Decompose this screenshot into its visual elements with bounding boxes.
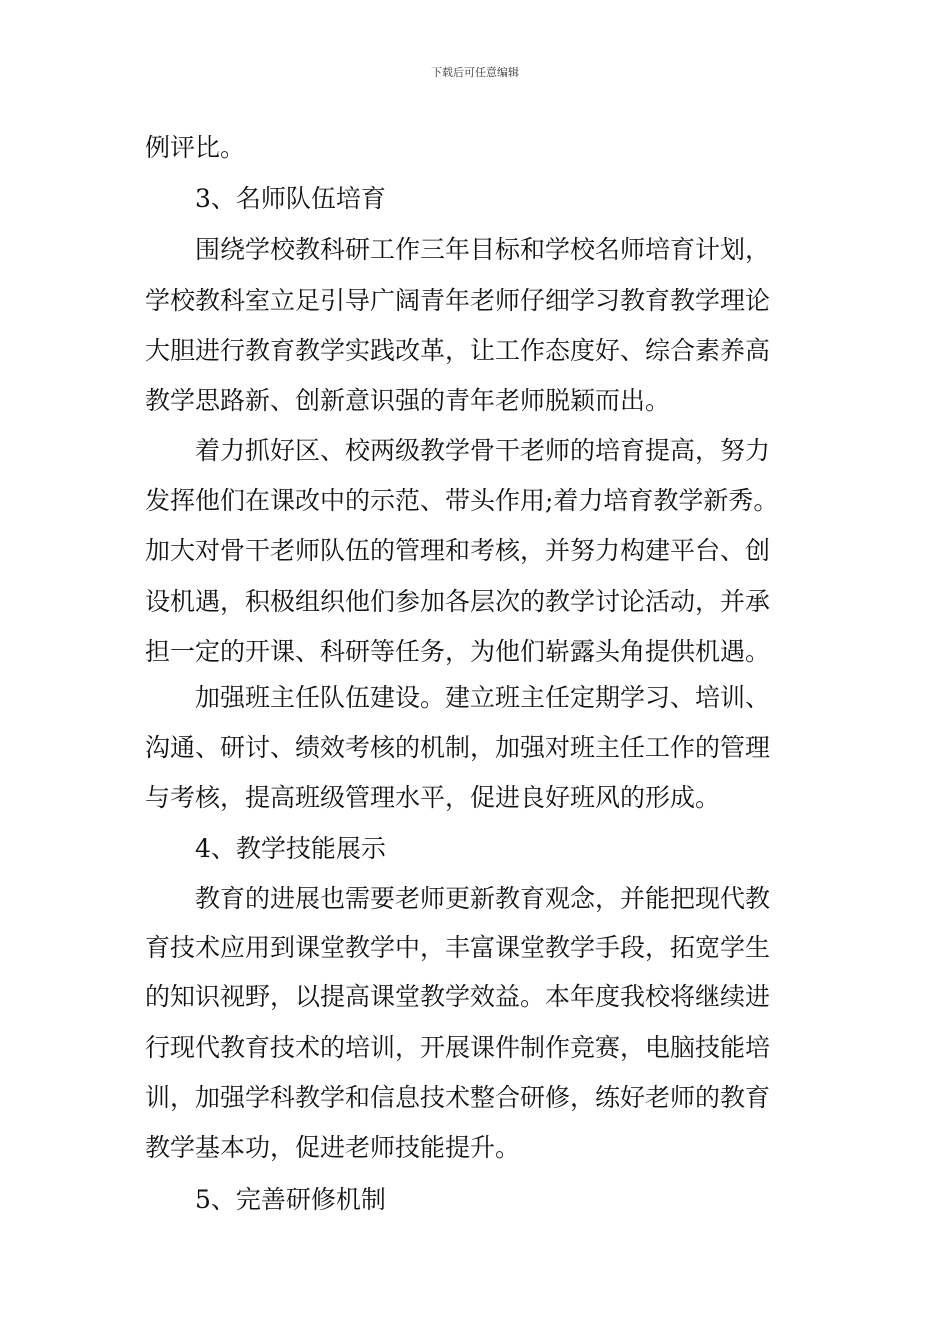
page-header: 下载后可任意编辑	[431, 66, 519, 79]
text-line: 行现代教育技术的培训，开展课件制作竞赛，电脑技能培	[145, 1033, 771, 1062]
text-line: 教学思路新、创新意识强的青年老师脱颖而出。	[145, 386, 671, 415]
text-line: 设机遇，积极组织他们参加各层次的教学讨论活动，并承	[145, 587, 771, 616]
text-line: 教育的进展也需要老师更新教育观念，并能把现代教	[195, 884, 771, 913]
text-line: 大胆进行教育教学实践改革，让工作态度好、综合素养高	[145, 336, 771, 365]
text-line: 育技术应用到课堂教学中，丰富课堂教学手段，拓宽学生	[145, 933, 771, 962]
text-line: 担一定的开课、科研等任务，为他们崭露头角提供机遇。	[145, 637, 771, 666]
text-line: 训，加强学科教学和信息技术整合研修，练好老师的教育	[145, 1083, 771, 1112]
text-line: 例评比。	[145, 133, 246, 162]
text-line: 学校教科室立足引导广阔青年老师仔细学习教育教学理论	[145, 286, 771, 315]
text-line: 教学基本功，促进老师技能提升。	[145, 1133, 521, 1162]
section-heading: 4、教学技能展示	[195, 834, 386, 863]
text-line: 加强班主任队伍建设。建立班主任定期学习、培训、	[195, 683, 771, 712]
text-line: 发挥他们在课改中的示范、带头作用;着力培育教学新秀。	[145, 486, 779, 515]
text-line: 沟通、研讨、绩效考核的机制，加强对班主任工作的管理	[145, 733, 771, 762]
text-line: 与考核，提高班级管理水平，促进良好班风的形成。	[145, 783, 721, 812]
section-heading: 5、完善研修机制	[195, 1185, 386, 1214]
text-line: 加大对骨干老师队伍的管理和考核，并努力构建平台、创	[145, 536, 771, 565]
text-line: 围绕学校教科研工作三年目标和学校名师培育计划，	[195, 235, 771, 264]
text-line: 的知识视野，以提高课堂教学效益。本年度我校将继续进	[145, 982, 771, 1011]
text-line: 着力抓好区、校两级教学骨干老师的培育提高，努力	[195, 436, 771, 465]
section-heading: 3、名师队伍培育	[195, 184, 386, 213]
